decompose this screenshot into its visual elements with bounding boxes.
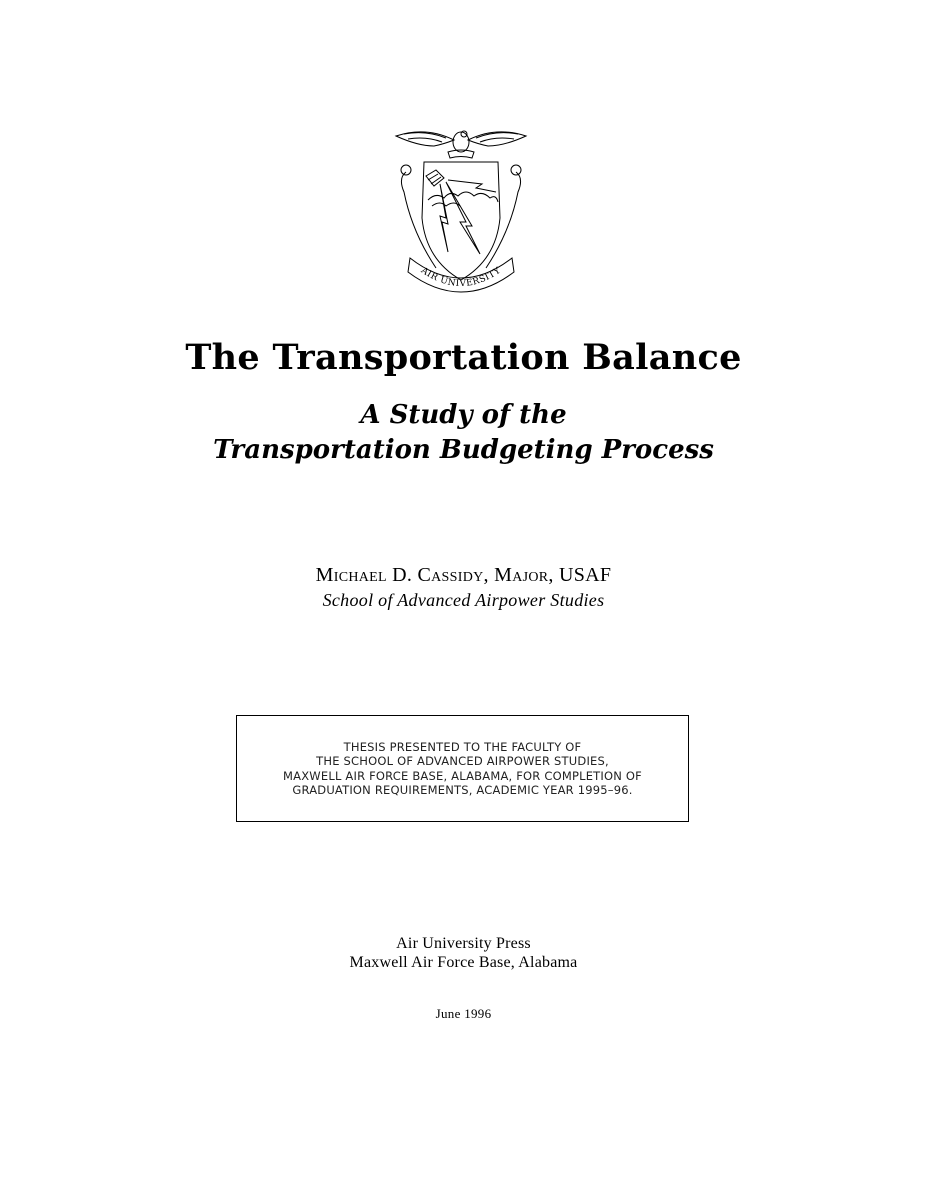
subtitle-line-1: A Study of the	[360, 400, 567, 430]
author-name: Michael D. Cassidy, Major, USAF	[315, 564, 612, 586]
subtitle-line-2: Transportation Budgeting Process	[213, 435, 714, 465]
seal-banner-text: AIR UNIVERSITY	[418, 265, 504, 290]
document-subtitle	[0, 398, 927, 468]
thesis-statement-box	[236, 715, 689, 822]
author-school: School of Advanced Airpower Studies	[322, 590, 605, 610]
thesis-statement	[283, 740, 642, 798]
thesis-line: MAXWELL AIR FORCE BASE, ALABAMA, FOR COMPLETION OF	[283, 768, 642, 783]
publisher-block	[0, 934, 927, 972]
air-university-seal-icon	[386, 122, 536, 302]
author-block	[0, 563, 927, 613]
publisher-name: Air University Press	[396, 935, 531, 952]
thesis-line: GRADUATION REQUIREMENTS, ACADEMIC YEAR 1995–96.	[292, 783, 633, 797]
document-title: The Transportation Balance	[185, 337, 742, 378]
publication-date: June 1996	[435, 1006, 492, 1021]
thesis-line: THE SCHOOL OF ADVANCED AIRPOWER STUDIES,	[316, 754, 609, 768]
publisher-location: Maxwell Air Force Base, Alabama	[349, 954, 578, 971]
thesis-line: THESIS PRESENTED TO THE FACULTY OF	[343, 739, 582, 754]
